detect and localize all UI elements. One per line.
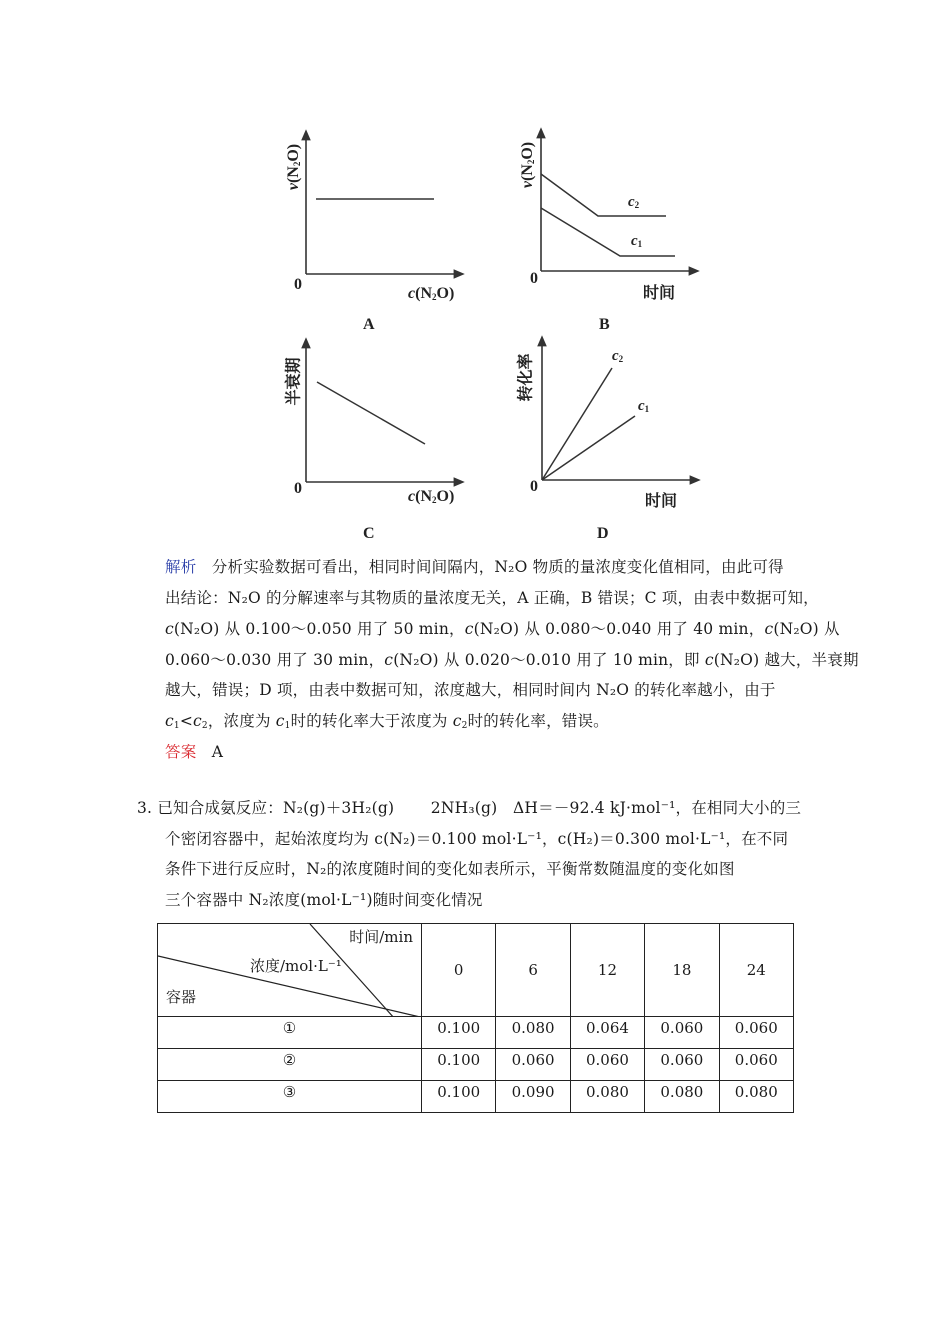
- table-header-row: [158, 924, 794, 1017]
- table-row: [158, 1049, 794, 1081]
- table-cell: 0.060: [645, 1017, 719, 1049]
- column-header: 24: [719, 924, 793, 1017]
- x-axis-label: 时间: [643, 285, 676, 302]
- chart-b: [500, 120, 720, 340]
- x-axis-label: 时间: [645, 493, 678, 510]
- question-number: 3.: [137, 799, 153, 817]
- question-3-line-1: 3. 已知合成氨反应：N₂(g)＋3H₂(g) 2NH₃(g) ΔH＝－92.4 kJ·mol⁻¹，在相同大小的三: [137, 799, 802, 817]
- corner-label-time: 时间/min: [349, 928, 413, 946]
- chart-caption: D: [597, 525, 609, 542]
- column-header: 12: [570, 924, 644, 1017]
- row-label: ③: [158, 1081, 422, 1113]
- origin-label: 0: [530, 270, 538, 287]
- row-label: ②: [158, 1049, 422, 1081]
- answer-line: [165, 742, 223, 762]
- y-axis-label: $v(N_2O)$: [519, 141, 536, 189]
- series-label-c2: $c_2$: [612, 348, 624, 364]
- chart-a: [270, 120, 490, 340]
- series-label-c1: $c_1$: [638, 398, 650, 414]
- table-cell: 0.090: [496, 1081, 570, 1113]
- chart-caption: A: [363, 316, 375, 333]
- origin-label: 0: [294, 276, 302, 293]
- series-label-c2: $c_2$: [628, 194, 640, 210]
- question-3-line-4: 三个容器中 N₂浓度(mol·L⁻¹)随时间变化情况: [165, 891, 483, 909]
- chart-caption: C: [363, 525, 375, 542]
- analysis-line-3: c(N₂O) 从 0.100～0.050 用了 50 min，c(N₂O) 从 0.080～0.040 用了 40 min，c(N₂O) 从: [165, 620, 840, 638]
- table-cell: 0.080: [645, 1081, 719, 1113]
- corner-label-concentration: 浓度/mol·L⁻¹: [250, 957, 342, 975]
- table-cell: 0.100: [422, 1049, 496, 1081]
- table-cell: 0.100: [422, 1017, 496, 1049]
- y-axis-label: $v(N_2O)$: [285, 143, 302, 191]
- column-header: 0: [422, 924, 496, 1017]
- answer-value: A: [211, 743, 224, 761]
- origin-label: 0: [294, 480, 302, 497]
- table-cell: 0.080: [570, 1081, 644, 1113]
- question-3-line-3: 条件下进行反应时，N₂的浓度随时间的变化如表所示，平衡常数随温度的变化如图: [165, 860, 735, 878]
- table-row: [158, 1081, 794, 1113]
- table-cell: 0.080: [719, 1081, 793, 1113]
- analysis-line-6: $c_1<c_2$，浓度为 $c_1$时的转化率大于浓度为 $c_2$时的转化率，错误。: [165, 712, 609, 731]
- table-cell: 0.100: [422, 1081, 496, 1113]
- series-label-c1: $c_1$: [631, 233, 643, 249]
- table-cell: 0.060: [570, 1049, 644, 1081]
- table-row: [158, 1017, 794, 1049]
- analysis-line-1: 解析 分析实验数据可看出，相同时间间隔内，N₂O 物质的量浓度变化值相同，由此可得: [165, 558, 784, 576]
- x-axis-label: $c(N_2O)$: [408, 488, 455, 505]
- question-3-line-2: 个密闭容器中，起始浓度均为 c(N₂)＝0.100 mol·L⁻¹，c(H₂)＝0.300 mol·L⁻¹，在不同: [165, 830, 789, 848]
- table-cell: 0.080: [496, 1017, 570, 1049]
- column-header: 18: [645, 924, 719, 1017]
- analysis-line-2: 出结论：N₂O 的分解速率与其物质的量浓度无关，A 正确，B 错误；C 项，由表中数据可知，: [165, 589, 819, 607]
- table-cell: 0.060: [719, 1017, 793, 1049]
- table-cell: 0.060: [719, 1049, 793, 1081]
- concentration-table: [157, 923, 794, 1113]
- chart-a-plot: [270, 120, 490, 340]
- corner-label-container: 容器: [166, 988, 197, 1006]
- y-axis-label: 转化率: [517, 353, 535, 402]
- row-label: ①: [158, 1017, 422, 1049]
- answer-label: 答案: [165, 743, 197, 761]
- chart-caption: B: [599, 316, 610, 333]
- table-corner-cell: [158, 924, 422, 1017]
- analysis-line-4: 0.060～0.030 用了 30 min，c(N₂O) 从 0.020～0.010 用了 10 min，即 c(N₂O) 越大，半衰期: [165, 651, 859, 669]
- origin-label: 0: [530, 478, 538, 495]
- table-cell: 0.060: [645, 1049, 719, 1081]
- table-cell: 0.060: [496, 1049, 570, 1081]
- analysis-line-5: 越大，错误；D 项，由表中数据可知，浓度越大，相同时间内 N₂O 的转化率越小，由于: [165, 681, 776, 699]
- chart-c: [270, 330, 490, 550]
- x-axis-label: $c(N_2O)$: [408, 285, 455, 302]
- table-cell: 0.064: [570, 1017, 644, 1049]
- y-axis-label: 半衰期: [285, 357, 303, 406]
- analysis-label: 解析: [165, 558, 197, 576]
- column-header: 6: [496, 924, 570, 1017]
- chart-d: [500, 330, 720, 550]
